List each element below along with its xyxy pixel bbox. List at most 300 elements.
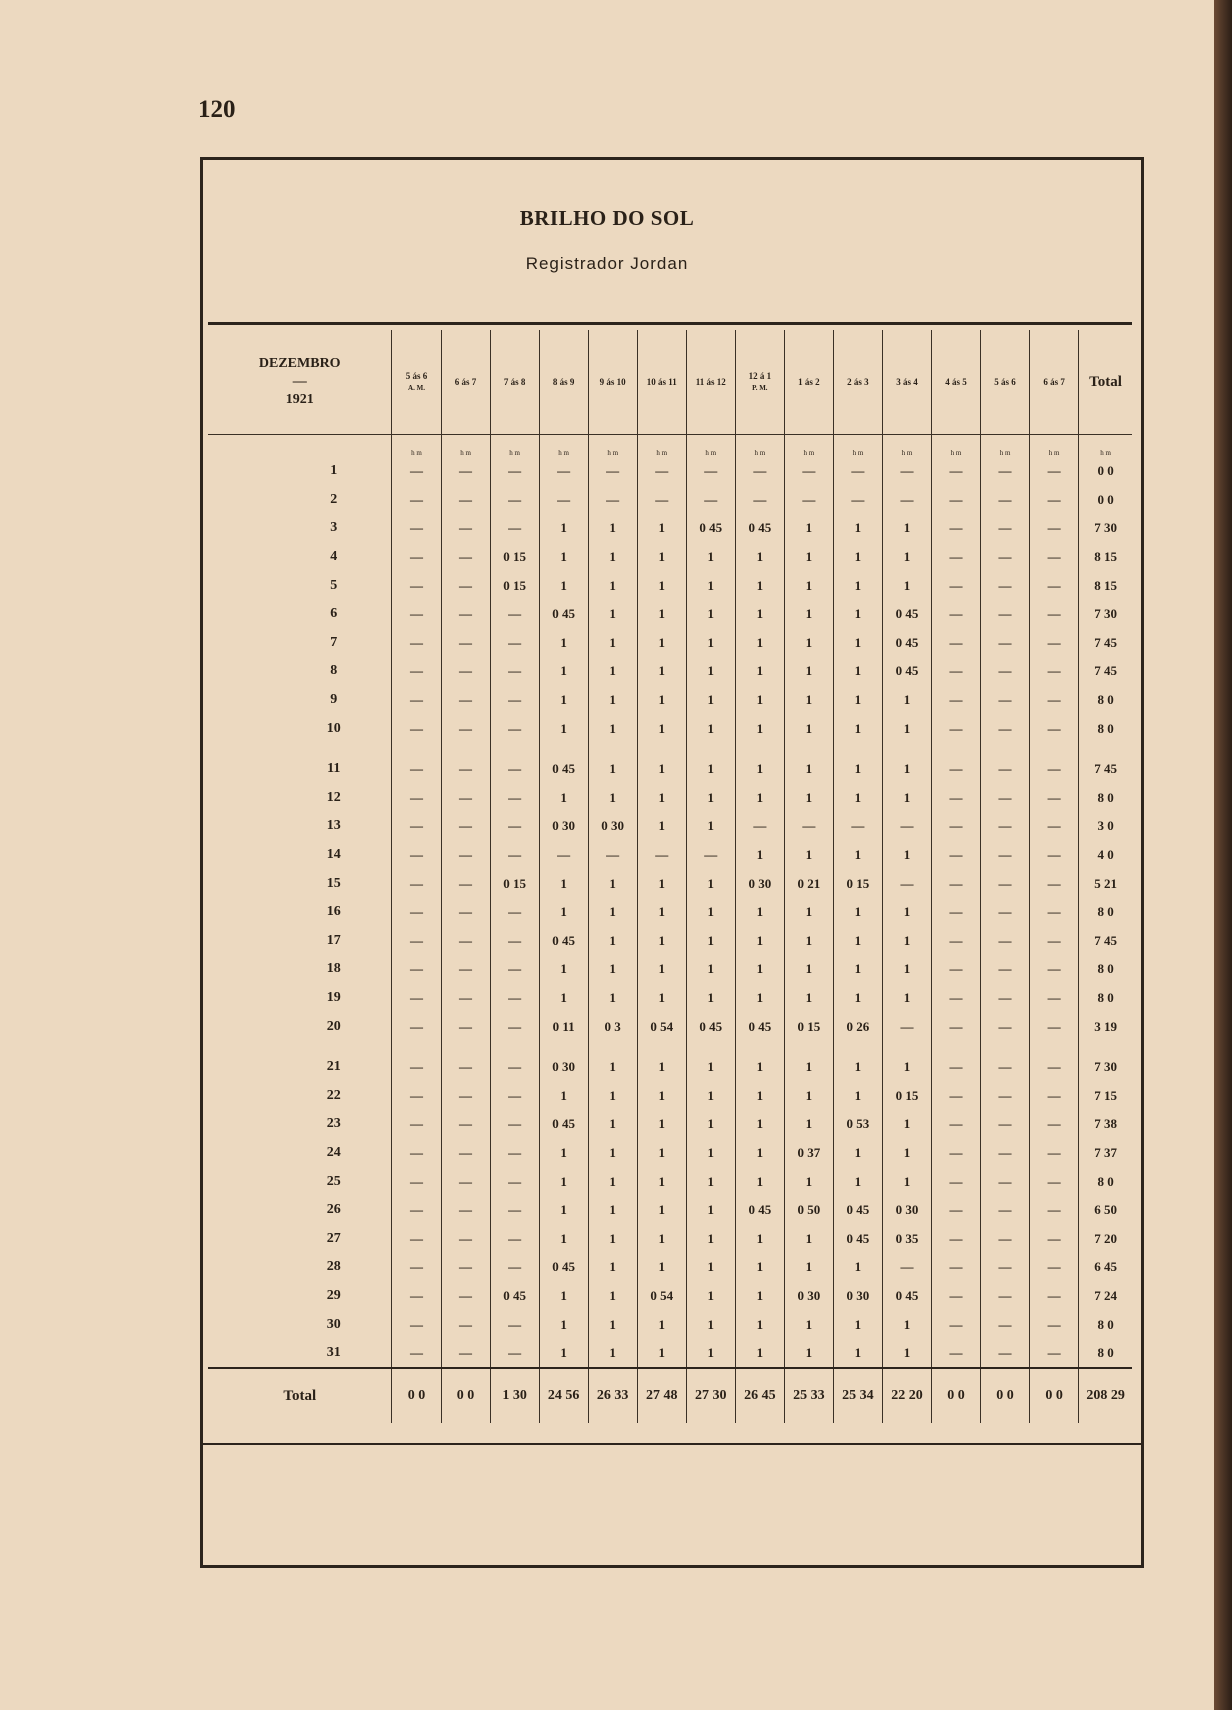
sunshine-cell: 1 xyxy=(882,841,931,870)
sunshine-cell: — xyxy=(882,1253,931,1282)
sunshine-cell: 1 xyxy=(686,927,735,956)
sunshine-cell: — xyxy=(392,898,441,927)
sunshine-cell: — xyxy=(1030,1081,1079,1110)
sunshine-cell: 1 xyxy=(637,1253,686,1282)
hour-header xyxy=(735,330,784,435)
sunshine-cell: — xyxy=(490,514,539,543)
table-row xyxy=(208,1196,1132,1225)
day-number: 29 xyxy=(326,1287,341,1303)
sunshine-cell: 1 xyxy=(588,1339,637,1369)
table-row xyxy=(208,1282,1132,1311)
sunshine-cell: 1 xyxy=(735,898,784,927)
sunshine-cell: 1 xyxy=(833,657,882,686)
day-number: 30 xyxy=(326,1316,341,1332)
sunshine-cell: 0 37 xyxy=(784,1139,833,1168)
sunshine-cell: 1 xyxy=(784,841,833,870)
day-total: 8 0 xyxy=(1079,1339,1132,1369)
page-subtitle: Registrador Jordan xyxy=(525,254,689,273)
table-row xyxy=(208,629,1132,658)
sunshine-cell: 1 xyxy=(637,571,686,600)
table-row xyxy=(208,1110,1132,1139)
table-row xyxy=(208,1081,1132,1110)
sunshine-cell: — xyxy=(931,1282,980,1311)
table-row xyxy=(208,714,1132,743)
sunshine-cell: 1 xyxy=(686,1339,735,1369)
sunshine-cell: 1 xyxy=(833,755,882,784)
sunshine-cell: — xyxy=(588,457,637,486)
column-total: 1 30 xyxy=(490,1368,539,1423)
sunshine-cell: — xyxy=(392,784,441,813)
sunshine-cell: — xyxy=(931,657,980,686)
sunshine-cell: — xyxy=(931,841,980,870)
sunshine-cell: 1 xyxy=(539,657,588,686)
hour-header xyxy=(539,330,588,435)
sunshine-cell: 0 35 xyxy=(882,1224,931,1253)
column-total: 22 20 xyxy=(882,1368,931,1423)
day-total: 8 0 xyxy=(1079,1310,1132,1339)
sunshine-cell: 1 xyxy=(882,571,931,600)
sunshine-cell: 0 15 xyxy=(490,571,539,600)
sunshine-cell: 1 xyxy=(735,1224,784,1253)
sunshine-cell: — xyxy=(441,1253,490,1282)
sunshine-cell: 1 xyxy=(686,869,735,898)
day-total: 7 30 xyxy=(1079,514,1132,543)
sunshine-cell: — xyxy=(392,714,441,743)
day-number: 14 xyxy=(326,847,341,863)
sunshine-cell: — xyxy=(392,1053,441,1082)
sunshine-cell: 1 xyxy=(637,714,686,743)
day-number: 28 xyxy=(326,1259,341,1275)
sunshine-cell: — xyxy=(588,841,637,870)
sunshine-cell: 1 xyxy=(588,1196,637,1225)
sunshine-cell: 1 xyxy=(882,755,931,784)
sunshine-cell: 1 xyxy=(539,686,588,715)
sunshine-cell: — xyxy=(686,486,735,515)
hour-header xyxy=(882,330,931,435)
sunshine-cell: — xyxy=(490,1310,539,1339)
hour-header xyxy=(784,330,833,435)
hour-header-label: 4 ás 5 xyxy=(945,377,967,387)
day-number: 18 xyxy=(326,961,341,977)
sunshine-cell: — xyxy=(931,1167,980,1196)
sunshine-cell: — xyxy=(1030,714,1079,743)
day-number: 6 xyxy=(330,606,338,622)
day-total: 7 24 xyxy=(1079,1282,1132,1311)
table-row xyxy=(208,571,1132,600)
sunshine-cell: 0 45 xyxy=(490,1282,539,1311)
totals-row xyxy=(208,1368,1132,1423)
sunshine-cell: — xyxy=(490,1139,539,1168)
sunshine-cell: 1 xyxy=(637,955,686,984)
sunshine-cell: 1 xyxy=(735,1339,784,1369)
sunshine-cell: — xyxy=(637,486,686,515)
sunshine-cell: 1 xyxy=(539,714,588,743)
hour-header-label: 2 ás 3 xyxy=(847,377,869,387)
column-total: 0 0 xyxy=(392,1368,441,1423)
sunshine-cell: — xyxy=(392,629,441,658)
sunshine-cell: — xyxy=(1030,1196,1079,1225)
sunshine-cell: — xyxy=(1030,1310,1079,1339)
hour-header-label: 11 ás 12 xyxy=(695,377,726,387)
sunshine-cell: 1 xyxy=(686,1282,735,1311)
day-number: 26 xyxy=(326,1202,341,1218)
sunshine-cell: 1 xyxy=(833,571,882,600)
sunshine-cell: 1 xyxy=(686,984,735,1013)
sunshine-cell: 1 xyxy=(539,984,588,1013)
day-number: 1 xyxy=(330,463,338,479)
sunshine-cell: 1 xyxy=(637,600,686,629)
unit-label: h m xyxy=(1030,435,1079,458)
sunshine-cell: 1 xyxy=(882,1167,931,1196)
sunshine-cell: 1 xyxy=(784,1081,833,1110)
sunshine-cell: — xyxy=(931,1310,980,1339)
year-label: 1921 xyxy=(285,392,314,407)
sunshine-cell: 1 xyxy=(735,543,784,572)
sunshine-cell: — xyxy=(981,571,1030,600)
sunshine-cell: 1 xyxy=(784,898,833,927)
sunshine-cell: 1 xyxy=(882,898,931,927)
table-row xyxy=(208,1339,1132,1369)
sunshine-cell: — xyxy=(637,457,686,486)
sunshine-cell: — xyxy=(931,486,980,515)
sunshine-cell: — xyxy=(490,657,539,686)
sunshine-cell: — xyxy=(441,629,490,658)
sunshine-cell: 1 xyxy=(784,1167,833,1196)
sunshine-cell: 1 xyxy=(637,1310,686,1339)
sunshine-cell: — xyxy=(981,1224,1030,1253)
sunshine-cell: — xyxy=(490,984,539,1013)
sunshine-cell: — xyxy=(1030,898,1079,927)
sunshine-cell: 1 xyxy=(882,927,931,956)
sunshine-cell: 1 xyxy=(833,784,882,813)
sunshine-cell: 1 xyxy=(784,514,833,543)
sunshine-cell: 1 xyxy=(686,657,735,686)
sunshine-cell: — xyxy=(931,1053,980,1082)
sunshine-cell: — xyxy=(1030,812,1079,841)
day-number: 23 xyxy=(326,1116,341,1132)
table-row xyxy=(208,1053,1132,1082)
hour-header xyxy=(981,330,1030,435)
sunshine-cell: — xyxy=(882,812,931,841)
sunshine-cell: — xyxy=(931,1224,980,1253)
sunshine-cell: — xyxy=(981,629,1030,658)
sunshine-cell: 1 xyxy=(686,1139,735,1168)
day-number: 12 xyxy=(326,789,341,805)
column-total: 26 45 xyxy=(735,1368,784,1423)
sunshine-cell: 1 xyxy=(588,784,637,813)
hour-header-label: 12 á 1 xyxy=(748,371,772,381)
sunshine-cell: — xyxy=(931,1012,980,1041)
sunshine-cell: 1 xyxy=(784,784,833,813)
sunshine-cell: — xyxy=(490,927,539,956)
sunshine-cell: 1 xyxy=(833,1253,882,1282)
sunshine-cell: — xyxy=(441,1310,490,1339)
sunshine-cell: — xyxy=(1030,571,1079,600)
hour-header-label: 7 ás 8 xyxy=(503,377,526,387)
sunshine-cell: — xyxy=(441,457,490,486)
sunshine-cell: — xyxy=(1030,755,1079,784)
sunshine-cell: 1 xyxy=(588,571,637,600)
page-number: 120 xyxy=(198,96,236,123)
sunshine-cell: 1 xyxy=(784,1253,833,1282)
day-number: 21 xyxy=(326,1059,341,1075)
sunshine-cell: 1 xyxy=(637,1139,686,1168)
sunshine-cell: — xyxy=(931,984,980,1013)
sunshine-cell: 1 xyxy=(784,1110,833,1139)
sunshine-cell: — xyxy=(441,600,490,629)
sunshine-cell: — xyxy=(735,457,784,486)
unit-label: h m xyxy=(490,435,539,458)
table-row xyxy=(208,812,1132,841)
sunshine-cell: 0 30 xyxy=(539,1053,588,1082)
day-total: 7 45 xyxy=(1079,657,1132,686)
sunshine-cell: — xyxy=(490,784,539,813)
sunshine-cell: — xyxy=(735,812,784,841)
table-row xyxy=(208,841,1132,870)
sunshine-cell: — xyxy=(392,686,441,715)
sunshine-cell: 1 xyxy=(588,927,637,956)
sunshine-cell: 1 xyxy=(588,1282,637,1311)
day-number: 7 xyxy=(330,634,338,650)
sunshine-cell: 1 xyxy=(833,514,882,543)
sunshine-cell: 0 53 xyxy=(833,1110,882,1139)
sunshine-cell: 1 xyxy=(539,1167,588,1196)
sunshine-cell: 1 xyxy=(686,543,735,572)
sunshine-cell: 1 xyxy=(539,629,588,658)
sunshine-cell: 1 xyxy=(588,629,637,658)
sunshine-cell: — xyxy=(1030,1339,1079,1369)
sunshine-cell: — xyxy=(1030,1253,1079,1282)
sunshine-cell: 0 45 xyxy=(882,657,931,686)
sunshine-cell: — xyxy=(931,1196,980,1225)
hour-header xyxy=(1030,330,1079,435)
day-number: 5 xyxy=(330,577,338,593)
sunshine-cell: 1 xyxy=(539,955,588,984)
sunshine-cell: — xyxy=(539,457,588,486)
day-total: 8 0 xyxy=(1079,1167,1132,1196)
sunshine-cell: 1 xyxy=(833,600,882,629)
unit-label: h m xyxy=(735,435,784,458)
sunshine-cell: 0 45 xyxy=(539,1253,588,1282)
sunshine-cell: 1 xyxy=(637,1110,686,1139)
hour-header xyxy=(490,330,539,435)
sunshine-cell: — xyxy=(490,1253,539,1282)
sunshine-cell: 0 45 xyxy=(882,629,931,658)
table-row xyxy=(208,1224,1132,1253)
sunshine-cell: — xyxy=(981,457,1030,486)
sunshine-cell: — xyxy=(1030,686,1079,715)
sunshine-cell: 1 xyxy=(833,1139,882,1168)
day-total: 8 0 xyxy=(1079,955,1132,984)
sunshine-cell: 1 xyxy=(735,1139,784,1168)
sunshine-cell: 1 xyxy=(588,714,637,743)
sunshine-cell: 1 xyxy=(637,543,686,572)
sunshine-cell: 0 30 xyxy=(539,812,588,841)
sunshine-cell: — xyxy=(931,955,980,984)
sunshine-cell: 1 xyxy=(735,1110,784,1139)
sunshine-cell: 1 xyxy=(539,869,588,898)
sunshine-cell: — xyxy=(392,1224,441,1253)
unit-label: h m xyxy=(392,435,441,458)
day-number: 24 xyxy=(326,1144,341,1160)
sunshine-cell: 1 xyxy=(735,657,784,686)
sunshine-cell: — xyxy=(981,1167,1030,1196)
sunshine-cell: — xyxy=(931,1253,980,1282)
sunshine-cell: — xyxy=(931,869,980,898)
sunshine-cell: 0 15 xyxy=(490,869,539,898)
unit-label: h m xyxy=(981,435,1030,458)
sunshine-cell: — xyxy=(1030,1012,1079,1041)
sunshine-cell: 0 21 xyxy=(784,869,833,898)
sunshine-table xyxy=(208,330,1132,1423)
footer-divider xyxy=(203,1443,1141,1445)
sunshine-cell: 1 xyxy=(735,841,784,870)
sunshine-cell: 0 15 xyxy=(784,1012,833,1041)
day-number: 17 xyxy=(326,932,341,948)
sunshine-cell: — xyxy=(931,571,980,600)
sunshine-cell: 0 50 xyxy=(784,1196,833,1225)
sunshine-cell: — xyxy=(392,571,441,600)
hour-header xyxy=(686,330,735,435)
row-spacer xyxy=(208,1041,1132,1053)
table-row xyxy=(208,1310,1132,1339)
sunshine-cell: — xyxy=(1030,955,1079,984)
sunshine-cell: — xyxy=(833,486,882,515)
sunshine-cell: — xyxy=(882,1012,931,1041)
sunshine-cell: 1 xyxy=(588,1081,637,1110)
day-total: 8 0 xyxy=(1079,984,1132,1013)
sunshine-cell: — xyxy=(1030,457,1079,486)
sunshine-cell: — xyxy=(490,457,539,486)
header-divider xyxy=(208,322,1132,325)
sunshine-cell: — xyxy=(490,486,539,515)
sunshine-cell: 1 xyxy=(735,1081,784,1110)
sunshine-cell: 1 xyxy=(882,1310,931,1339)
sunshine-cell: 1 xyxy=(539,1224,588,1253)
sunshine-cell: 1 xyxy=(833,1339,882,1369)
sunshine-cell: 1 xyxy=(637,657,686,686)
sunshine-cell: 1 xyxy=(637,1339,686,1369)
sunshine-cell: — xyxy=(1030,1110,1079,1139)
hour-header-label: 9 ás 10 xyxy=(599,377,626,387)
sunshine-cell: 1 xyxy=(686,755,735,784)
sunshine-cell: 1 xyxy=(735,571,784,600)
sunshine-cell: — xyxy=(735,486,784,515)
table-row xyxy=(208,1167,1132,1196)
sunshine-cell: 1 xyxy=(686,1253,735,1282)
table-row xyxy=(208,755,1132,784)
column-total: 0 0 xyxy=(441,1368,490,1423)
sunshine-cell: 1 xyxy=(637,812,686,841)
sunshine-cell: 1 xyxy=(588,514,637,543)
day-total: 0 0 xyxy=(1079,486,1132,515)
unit-label: h m xyxy=(686,435,735,458)
sunshine-cell: 1 xyxy=(588,1139,637,1168)
sunshine-cell: — xyxy=(931,600,980,629)
unit-label: h m xyxy=(882,435,931,458)
sunshine-cell: — xyxy=(392,1196,441,1225)
hour-header-period: A. M. xyxy=(408,384,425,392)
unit-label: h m xyxy=(1079,435,1132,458)
sunshine-cell: 0 26 xyxy=(833,1012,882,1041)
sunshine-cell: — xyxy=(784,812,833,841)
sunshine-cell: — xyxy=(392,1110,441,1139)
sunshine-cell: 0 45 xyxy=(882,600,931,629)
sunshine-cell: 1 xyxy=(588,1167,637,1196)
sunshine-cell: 0 15 xyxy=(833,869,882,898)
sunshine-cell: 1 xyxy=(833,1167,882,1196)
sunshine-cell: — xyxy=(441,1167,490,1196)
sunshine-cell: — xyxy=(392,1282,441,1311)
sunshine-cell: 1 xyxy=(539,543,588,572)
sunshine-cell: — xyxy=(1030,657,1079,686)
sunshine-cell: — xyxy=(981,1196,1030,1225)
sunshine-cell: 1 xyxy=(784,600,833,629)
sunshine-cell: — xyxy=(490,812,539,841)
sunshine-cell: — xyxy=(981,657,1030,686)
sunshine-cell: 0 54 xyxy=(637,1012,686,1041)
table-row xyxy=(208,1253,1132,1282)
sunshine-cell: 1 xyxy=(833,955,882,984)
sunshine-cell: — xyxy=(441,869,490,898)
sunshine-cell: 1 xyxy=(588,1253,637,1282)
sunshine-cell: 1 xyxy=(588,600,637,629)
sunshine-cell: — xyxy=(441,1339,490,1369)
sunshine-cell: — xyxy=(931,714,980,743)
sunshine-cell: 1 xyxy=(735,755,784,784)
sunshine-cell: 0 15 xyxy=(490,543,539,572)
table-row xyxy=(208,543,1132,572)
sunshine-cell: 1 xyxy=(686,629,735,658)
sunshine-cell: 1 xyxy=(784,543,833,572)
sunshine-cell: 1 xyxy=(588,1310,637,1339)
book-spine-edge xyxy=(1214,0,1232,1710)
sunshine-cell: — xyxy=(441,686,490,715)
hour-header-period: P. M. xyxy=(752,384,768,392)
day-number: 20 xyxy=(326,1018,341,1034)
sunshine-cell: 1 xyxy=(784,984,833,1013)
sunshine-cell: 1 xyxy=(784,955,833,984)
sunshine-cell: — xyxy=(490,1196,539,1225)
hour-header-label: 8 ás 9 xyxy=(552,377,575,387)
sunshine-cell: — xyxy=(441,984,490,1013)
sunshine-cell: 1 xyxy=(588,984,637,1013)
sunshine-cell: 1 xyxy=(686,1310,735,1339)
sunshine-cell: 1 xyxy=(588,1110,637,1139)
sunshine-cell: — xyxy=(1030,629,1079,658)
sunshine-cell: — xyxy=(441,1139,490,1168)
sunshine-cell: 1 xyxy=(882,686,931,715)
sunshine-cell: 1 xyxy=(588,755,637,784)
hour-header-label: 5 ás 6 xyxy=(405,371,428,381)
sunshine-cell: 1 xyxy=(588,1053,637,1082)
sunshine-cell: 1 xyxy=(637,927,686,956)
sunshine-cell: — xyxy=(931,1081,980,1110)
column-total: 26 33 xyxy=(588,1368,637,1423)
sunshine-cell: — xyxy=(441,1053,490,1082)
sunshine-cell: — xyxy=(1030,514,1079,543)
column-total: 27 30 xyxy=(686,1368,735,1423)
sunshine-cell: 1 xyxy=(735,629,784,658)
sunshine-cell: — xyxy=(1030,841,1079,870)
sunshine-cell: — xyxy=(931,1139,980,1168)
sunshine-cell: — xyxy=(392,869,441,898)
month-label: DEZEMBRO xyxy=(258,356,341,371)
table-row xyxy=(208,898,1132,927)
sunshine-cell: — xyxy=(931,629,980,658)
sunshine-cell: — xyxy=(392,1253,441,1282)
column-total: 25 34 xyxy=(833,1368,882,1423)
